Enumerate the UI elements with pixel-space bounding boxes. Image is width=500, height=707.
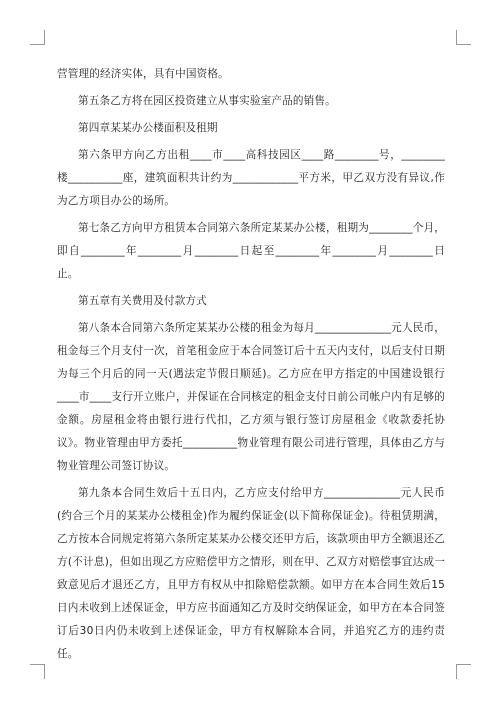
paragraph-article-8: 第八条本合同第六条所定某某办公楼的租金为每月______________元人民币，租金每三个月支付一次，首笔租金应于本合同签订后十五天内支付，以后支付日期为每三个月后的同一天(遇法定节假日顺延)。乙方应在甲方指定的中国建设银行____市____支行开立账户，并保证在合同核定的租金支付日前公司帐户内有足够的金额。房屋租金将由银行进行代扣，乙方须与银行签订房屋租金《收款委托协议》。物业管理由甲方委托__________物业管理有限公司进行管理，具体由乙方与物业管理公司签订协议。 — [57, 322, 445, 472]
crop-mark-bottom-right — [456, 664, 471, 679]
paragraph-article-6: 第六条甲方向乙方出租____市____高科技园区____路________号，________楼__________座，建筑面积共计约为____________平方米，甲乙双方没有异议,作为乙方项目办公的场所。 — [57, 149, 445, 207]
paragraph-article-7: 第七条乙方向甲方租赁本合同第六条所定某某办公楼，租期为________个月，即自________年________月________日起至________年________月________日止。 — [57, 222, 445, 280]
crop-mark-bottom-left — [30, 664, 45, 679]
chapter-heading-4: 第四章某某办公楼面积及租期 — [78, 122, 218, 134]
document-body — [57, 63, 445, 666]
crop-mark-top-right — [456, 30, 471, 45]
paragraph-article-5: 第五条乙方将在园区投资建立从事实验室产品的销售。 — [78, 95, 336, 107]
paragraph-continuation: 营管理的经济实体，具有中国资格。 — [57, 68, 229, 80]
paragraph-article-9: 第九条本合同生效后十五日内，乙方应支付给甲方______________元人民币(约合三个月的某某办公楼租金)作为履约保证金(以下简称保证金)。待租赁期满，乙方按本合同规定将第六条所定某某办公楼交还甲方后，该款项由甲方全额退还乙方(不计息)，但如出现乙方应赔偿甲方之情形，则在甲、乙双方对赔偿事宜达成一致意见后才退还乙方，且甲方有权从中扣除赔偿款额。如甲方在本合同生效后15日内未收到上述保证金，甲方应书面通知乙方及时交纳保证金，如甲方在本合同签订后30日内仍未收到上述保证金，甲方有权解除本合同，并追究乙方的违约责任。 — [57, 487, 445, 660]
crop-mark-top-left — [30, 30, 45, 45]
chapter-heading-5: 第五章有关费用及付款方式 — [78, 295, 207, 307]
